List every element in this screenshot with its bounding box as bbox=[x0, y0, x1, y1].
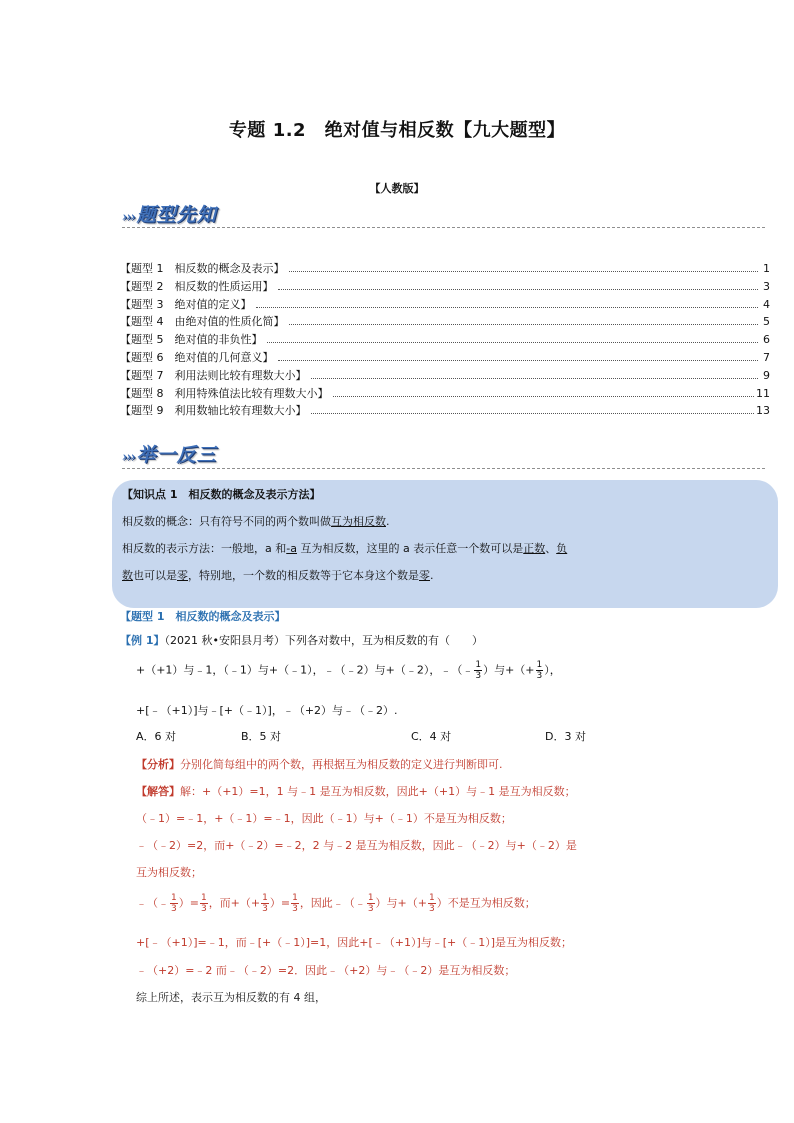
fraction-numerator: 1 bbox=[292, 893, 298, 903]
text-span: ﹣（﹣ bbox=[136, 896, 169, 910]
text-span: ，特别地，一个数的相反数等于它本身这个数是 bbox=[188, 569, 419, 582]
toc-page-number: 5 bbox=[763, 315, 770, 329]
fraction bbox=[170, 893, 178, 914]
banner-question-types bbox=[122, 200, 217, 227]
toc-label: 【题型 7 利用法则比较有理数大小】 bbox=[120, 368, 307, 382]
text-span: 相反数的概念：只有符号不同的两个数叫做 bbox=[122, 515, 331, 528]
banner-arrows-icon: ››› bbox=[122, 210, 135, 225]
toc-label: 【题型 4 由绝对值的性质化简】 bbox=[120, 315, 285, 329]
text-span: ）与+（+ bbox=[375, 896, 427, 910]
fraction-numerator: 1 bbox=[428, 893, 435, 903]
analysis-line bbox=[136, 756, 503, 772]
toc-label: 【题型 1 相反数的概念及表示】 bbox=[120, 262, 285, 275]
fraction-numerator: 1 bbox=[367, 893, 374, 903]
term-underlined: 互为相反数 bbox=[331, 515, 386, 528]
fraction bbox=[474, 660, 482, 681]
toc-label: 【题型 5 绝对值的非负性】 bbox=[120, 333, 263, 347]
divider bbox=[122, 227, 765, 228]
knowledge-box bbox=[112, 480, 778, 608]
fraction-numerator: 1 bbox=[200, 893, 207, 903]
toc-leader-dots bbox=[256, 307, 759, 308]
section-heading: 【题型 1 相反数的概念及表示】 bbox=[120, 610, 286, 623]
answer-line-2: （﹣1）=﹣1，+（﹣1）=﹣1，因此（﹣1）与+（﹣1）不是互为相反数； bbox=[136, 812, 512, 825]
toc-label: 【题型 8 利用特殊值法比较有理数大小】 bbox=[120, 386, 329, 400]
fraction-numerator: 1 bbox=[262, 893, 268, 903]
answer-line-6: +[﹣（+1）]=﹣1，而﹣[+（﹣1）]=1，因此+[﹣（+1）]与﹣[+（﹣1）]是互为相反数； bbox=[136, 936, 573, 949]
text-span: ，因此﹣（﹣ bbox=[299, 896, 366, 910]
answer-line-4: 互为相反数； bbox=[136, 866, 202, 879]
option-c: C．4 对 bbox=[411, 730, 452, 743]
text-span: ）与+（+ bbox=[483, 663, 535, 677]
answer-line-8: 综上所述，表示互为相反数的有 4 组， bbox=[136, 991, 326, 1004]
example-tag: 【例 1】 bbox=[120, 634, 165, 647]
fraction-denominator: 3 bbox=[367, 904, 374, 914]
pairs-line-2: +[﹣（+1）]与﹣[+（﹣1）]，﹣（+2）与﹣（﹣2）. bbox=[136, 704, 398, 717]
example-line bbox=[120, 632, 483, 648]
banner-question-types-label: 题型先知 bbox=[136, 204, 217, 226]
pairs-line-1 bbox=[136, 660, 561, 681]
toc-leader-dots bbox=[267, 342, 759, 343]
knowledge-heading: 【知识点 1 相反数的概念及表示方法】 bbox=[122, 488, 321, 501]
table-of-contents bbox=[120, 260, 770, 420]
text-span: . bbox=[430, 569, 434, 582]
fraction-denominator: 3 bbox=[262, 904, 268, 914]
knowledge-para-3 bbox=[122, 567, 434, 583]
toc-row[interactable] bbox=[120, 313, 770, 331]
term-underlined: 数 bbox=[122, 569, 133, 582]
text-span: 相反数的表示方法：一般地，a 和 bbox=[122, 542, 287, 555]
toc-page-number: 7 bbox=[763, 350, 770, 364]
toc-page-number: 11 bbox=[756, 386, 770, 400]
toc-row[interactable] bbox=[120, 385, 770, 403]
analysis-tag: 【分析】 bbox=[136, 758, 180, 771]
text-span: . bbox=[386, 515, 390, 528]
toc-row[interactable] bbox=[120, 331, 770, 349]
fraction bbox=[261, 893, 269, 914]
fraction bbox=[200, 893, 208, 914]
document-title: 专题 1.2 绝对值与相反数【九大题型】 bbox=[228, 120, 566, 141]
toc-leader-dots bbox=[289, 271, 759, 272]
fraction-denominator: 3 bbox=[536, 671, 543, 681]
answer-line-3: ﹣（﹣2）=2，而+（﹣2）=﹣2，2 与﹣2 是互为相反数，因此﹣（﹣2）与+（﹣2）是 bbox=[136, 839, 577, 852]
option-d: D．3 对 bbox=[545, 730, 586, 743]
term-underlined: -a bbox=[286, 542, 297, 555]
fraction-denominator: 3 bbox=[428, 904, 435, 914]
term-underlined: 正数 bbox=[523, 542, 546, 555]
text-span: 也可以是 bbox=[133, 569, 177, 582]
text-span: ）= bbox=[178, 896, 199, 910]
toc-page-number: 1 bbox=[763, 262, 770, 275]
banner-examples-label: 举一反三 bbox=[136, 444, 217, 466]
toc-leader-dots bbox=[333, 396, 755, 397]
text-span: ，而+（+ bbox=[208, 896, 261, 910]
toc-row[interactable] bbox=[120, 402, 770, 420]
text-span: ）， bbox=[544, 663, 561, 677]
text-span: 、 bbox=[545, 542, 557, 555]
toc-leader-dots bbox=[311, 378, 759, 379]
fraction-denominator: 3 bbox=[292, 904, 298, 914]
answer-text: 解：+（+1）=1，1 与﹣1 是互为相反数，因此+（+1）与﹣1 是互为相反数； bbox=[180, 785, 576, 798]
toc-row[interactable] bbox=[120, 260, 770, 278]
text-span: 互为相反数，这里的 a 表示任意一个数可以是 bbox=[296, 542, 524, 555]
toc-page-number: 4 bbox=[763, 297, 770, 311]
toc-label: 【题型 3 绝对值的定义】 bbox=[120, 297, 252, 311]
banner-arrows-icon: ››› bbox=[122, 450, 135, 465]
edition-label: 【人教版】 bbox=[369, 182, 425, 195]
banner-examples bbox=[122, 440, 217, 467]
option-b: B．5 对 bbox=[241, 730, 282, 743]
knowledge-para-2 bbox=[122, 540, 567, 556]
toc-leader-dots bbox=[311, 413, 755, 414]
toc-label: 【题型 2 相反数的性质运用】 bbox=[120, 279, 274, 293]
fraction bbox=[367, 893, 375, 914]
toc-leader-dots bbox=[278, 289, 759, 290]
text-span: ）= bbox=[269, 896, 291, 910]
answer-tag: 【解答】 bbox=[136, 785, 180, 798]
term-underlined: 零 bbox=[177, 569, 188, 582]
toc-label: 【题型 6 绝对值的几何意义】 bbox=[120, 350, 274, 364]
toc-page-number: 6 bbox=[763, 333, 770, 347]
term-underlined: 零 bbox=[419, 569, 430, 582]
toc-leader-dots bbox=[278, 360, 759, 361]
toc-leader-dots bbox=[289, 324, 759, 325]
text-span: ）不是互为相反数； bbox=[436, 896, 536, 910]
toc-page-number: 13 bbox=[756, 404, 770, 418]
option-a: A．6 对 bbox=[136, 730, 177, 743]
text-span: +（+1）与﹣1，（﹣1）与+（﹣1），﹣（﹣2）与+（﹣2），﹣（﹣ bbox=[136, 663, 474, 677]
fraction-numerator: 1 bbox=[475, 660, 482, 670]
fraction-numerator: 1 bbox=[171, 893, 177, 903]
toc-label: 【题型 9 利用数轴比较有理数大小】 bbox=[120, 404, 307, 418]
term-underlined: 负 bbox=[556, 542, 568, 555]
answer-line-7: ﹣（+2）=﹣2 而﹣（﹣2）=2．因此﹣（+2）与﹣（﹣2）是互为相反数； bbox=[136, 964, 516, 977]
analysis-text: 分别化简每组中的两个数，再根据互为相反数的定义进行判断即可. bbox=[180, 758, 503, 771]
toc-row[interactable] bbox=[120, 278, 770, 296]
toc-page-number: 3 bbox=[763, 279, 770, 293]
fraction-denominator: 3 bbox=[171, 904, 177, 914]
fraction-numerator: 1 bbox=[536, 660, 543, 670]
fraction bbox=[291, 893, 299, 914]
toc-row[interactable] bbox=[120, 349, 770, 367]
fraction-denominator: 3 bbox=[475, 671, 482, 681]
knowledge-para-1 bbox=[122, 513, 390, 529]
toc-row[interactable] bbox=[120, 367, 770, 385]
fraction-denominator: 3 bbox=[200, 904, 207, 914]
fraction bbox=[536, 660, 544, 681]
toc-page-number: 9 bbox=[763, 368, 770, 382]
answer-line-5 bbox=[136, 893, 536, 914]
toc-row[interactable] bbox=[120, 296, 770, 314]
example-text: （2021 秋•安阳县月考）下列各对数中，互为相反数的有（ ） bbox=[164, 634, 483, 647]
fraction bbox=[428, 893, 436, 914]
answer-line-1 bbox=[136, 783, 576, 799]
divider bbox=[122, 468, 765, 469]
